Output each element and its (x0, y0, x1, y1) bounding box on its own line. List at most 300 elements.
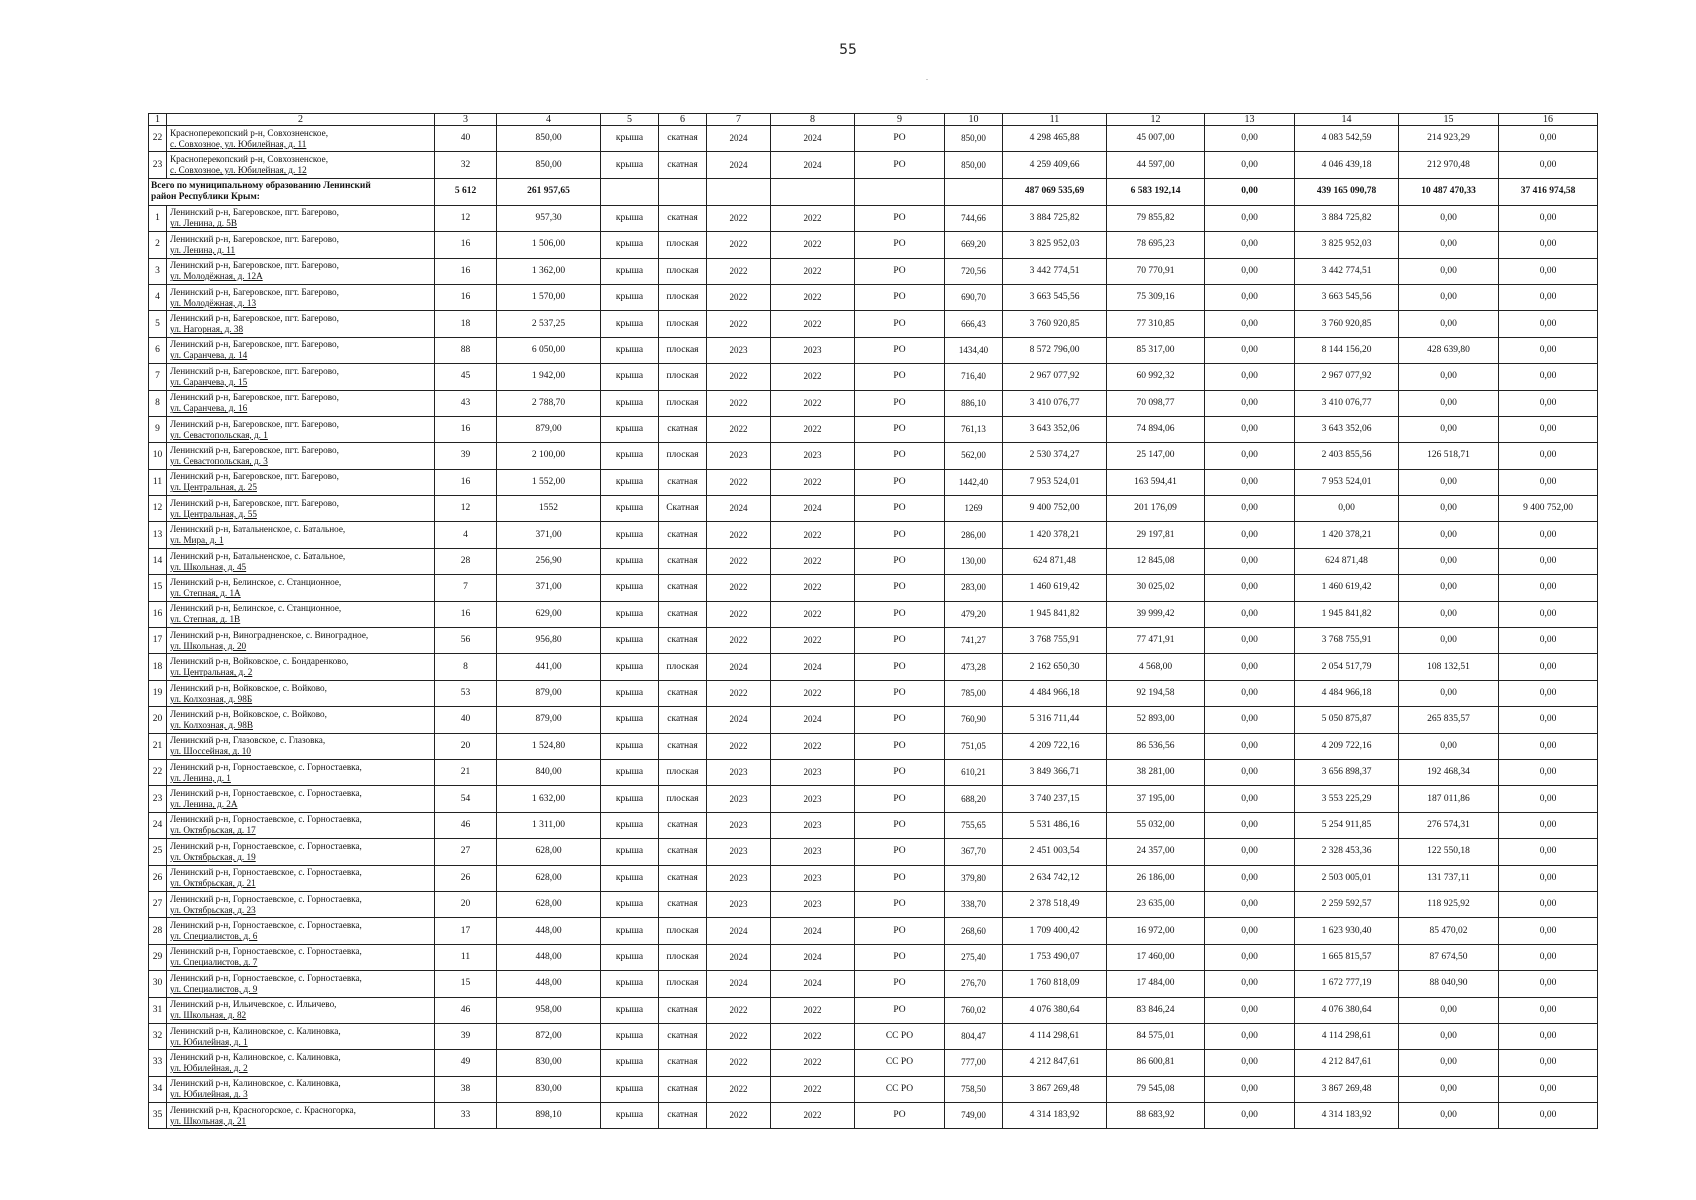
address-line-2: ул. Саранчева, д. 14 (170, 350, 248, 361)
total-cost-cell: 8 572 796,00 (1003, 337, 1107, 363)
cost-per-unit-cell: 741,27 (945, 628, 1003, 654)
row-number-cell: 21 (149, 733, 167, 759)
total-c13-cell: 0,00 (1205, 178, 1295, 205)
address-line-1: Ленинский р-н, Горностаевское, с. Горностаевка, (170, 972, 362, 983)
cost-per-unit-cell: 886,10 (945, 390, 1003, 416)
roof-type-cell: плоская (659, 971, 707, 997)
element-cell: крыша (601, 1050, 659, 1076)
plan-year-cell: 2022 (707, 548, 771, 574)
cost-per-unit-cell: 758,50 (945, 1076, 1003, 1102)
address-line-2: ул. Ленина, д. 11 (170, 244, 236, 255)
area-cell: 879,00 (497, 416, 601, 442)
roof-type-cell: плоская (659, 232, 707, 258)
method-cell: РО (855, 469, 945, 495)
address-line-2: ул. Специалистов, д. 6 (170, 931, 258, 942)
address-line-1: Ленинский р-н, Белинское, с. Станционное, (170, 603, 342, 614)
owners-cell: 0,00 (1399, 548, 1499, 574)
owners-cell: 88 040,90 (1399, 971, 1499, 997)
fact-year-cell: 2022 (771, 522, 855, 548)
element-cell: крыша (601, 733, 659, 759)
roof-type-cell: скатная (659, 707, 707, 733)
fund-cell: 0,00 (1205, 759, 1295, 785)
row-number-cell: 25 (149, 839, 167, 865)
roof-type-cell: плоская (659, 918, 707, 944)
plan-year-cell: 2024 (707, 971, 771, 997)
method-cell: РО (855, 337, 945, 363)
plan-year-cell: 2024 (707, 707, 771, 733)
apartments-cell: 8 (435, 654, 497, 680)
cost-per-unit-cell: 562,00 (945, 443, 1003, 469)
supervision-cell: 92 194,58 (1107, 680, 1205, 706)
total-cost-cell: 1 709 400,42 (1003, 918, 1107, 944)
owners-cell: 0,00 (1399, 680, 1499, 706)
address-cell (167, 707, 435, 733)
address-line-1: Ленинский р-н, Горностаевское, с. Горностаевка, (170, 920, 362, 931)
roof-type-cell: плоская (659, 786, 707, 812)
area-cell: 628,00 (497, 865, 601, 891)
supervision-cell: 44 597,00 (1107, 152, 1205, 178)
method-cell: РО (855, 548, 945, 574)
total-label-line-1: Всего по муниципальному образованию Ленинский (151, 180, 371, 191)
area-cell: 448,00 (497, 971, 601, 997)
table-row (149, 232, 1598, 258)
plan-year-cell: 2023 (707, 865, 771, 891)
roof-type-cell: скатная (659, 1023, 707, 1049)
apartments-cell: 28 (435, 548, 497, 574)
method-cell: РО (855, 152, 945, 178)
roof-type-cell: скатная (659, 1103, 707, 1129)
address-cell (167, 443, 435, 469)
apartments-cell: 33 (435, 1103, 497, 1129)
element-cell: крыша (601, 152, 659, 178)
supervision-cell: 201 176,09 (1107, 496, 1205, 522)
element-cell: крыша (601, 1103, 659, 1129)
total-cost-cell: 4 259 409,66 (1003, 152, 1107, 178)
regional-cell: 1 420 378,21 (1295, 522, 1399, 548)
total-empty-cell (855, 178, 945, 205)
apartments-cell: 32 (435, 152, 497, 178)
fund-cell: 0,00 (1205, 971, 1295, 997)
other-cell: 0,00 (1499, 865, 1598, 891)
fund-cell: 0,00 (1205, 918, 1295, 944)
table-row (149, 971, 1598, 997)
area-cell: 2 788,70 (497, 390, 601, 416)
area-cell: 1 524,80 (497, 733, 601, 759)
fact-year-cell: 2022 (771, 997, 855, 1023)
roof-type-cell: плоская (659, 443, 707, 469)
apartments-cell: 20 (435, 891, 497, 917)
total-cost-cell: 4 076 380,64 (1003, 997, 1107, 1023)
address-line-2: ул. Молодёжная, д. 13 (170, 297, 257, 308)
regional-cell: 3 410 076,77 (1295, 390, 1399, 416)
method-cell: СС РО (855, 1023, 945, 1049)
total-cost-cell: 7 953 524,01 (1003, 469, 1107, 495)
regional-cell: 2 403 855,56 (1295, 443, 1399, 469)
area-cell: 850,00 (497, 152, 601, 178)
fact-year-cell: 2023 (771, 839, 855, 865)
row-number-cell: 29 (149, 944, 167, 970)
address-line-2: ул. Специалистов, д. 7 (170, 957, 258, 968)
total-empty-cell (707, 178, 771, 205)
address-line-2: ул. Юбилейная, д. 1 (170, 1036, 248, 1047)
address-cell (167, 733, 435, 759)
plan-year-cell: 2024 (707, 654, 771, 680)
roof-type-cell: скатная (659, 865, 707, 891)
regional-cell: 3 884 725,82 (1295, 205, 1399, 231)
cost-per-unit-cell: 275,40 (945, 944, 1003, 970)
supervision-cell: 24 357,00 (1107, 839, 1205, 865)
fund-cell: 0,00 (1205, 1023, 1295, 1049)
address-line-2: ул. Молодёжная, д. 12А (170, 271, 263, 282)
fund-cell: 0,00 (1205, 839, 1295, 865)
address-line-1: Ленинский р-н, Батальненское, с. Батальное, (170, 524, 346, 535)
address-line-1: Ленинский р-н, Батальненское, с. Батальное, (170, 550, 346, 561)
area-cell: 2 100,00 (497, 443, 601, 469)
table-row (149, 575, 1598, 601)
apartments-cell: 46 (435, 812, 497, 838)
owners-cell: 0,00 (1399, 601, 1499, 627)
roof-type-cell: скатная (659, 575, 707, 601)
element-cell: крыша (601, 654, 659, 680)
apartments-cell: 16 (435, 601, 497, 627)
plan-year-cell: 2022 (707, 469, 771, 495)
address-line-1: Ленинский р-н, Калиновское, с. Калиновка, (170, 1025, 341, 1036)
method-cell: РО (855, 205, 945, 231)
table-row (149, 496, 1598, 522)
owners-cell: 0,00 (1399, 575, 1499, 601)
address-cell (167, 865, 435, 891)
column-number-16: 16 (1499, 114, 1598, 126)
method-cell: РО (855, 628, 945, 654)
method-cell: СС РО (855, 1076, 945, 1102)
owners-cell: 0,00 (1399, 364, 1499, 390)
roof-type-cell: Скатная (659, 496, 707, 522)
column-number-1: 1 (149, 114, 167, 126)
supervision-cell: 55 032,00 (1107, 812, 1205, 838)
apartments-cell: 12 (435, 205, 497, 231)
other-cell: 0,00 (1499, 469, 1598, 495)
address-line-2: ул. Нагорная, д. 38 (170, 324, 244, 335)
element-cell: крыша (601, 416, 659, 442)
plan-year-cell: 2024 (707, 152, 771, 178)
address-line-1: Ленинский р-н, Горностаевское, с. Горностаевка, (170, 840, 362, 851)
fund-cell: 0,00 (1205, 284, 1295, 310)
fund-cell: 0,00 (1205, 786, 1295, 812)
regional-cell: 4 076 380,64 (1295, 997, 1399, 1023)
total-apartments-cell: 5 612 (435, 178, 497, 205)
row-number-cell: 27 (149, 891, 167, 917)
cost-per-unit-cell: 286,00 (945, 522, 1003, 548)
other-cell: 0,00 (1499, 944, 1598, 970)
row-number-cell: 12 (149, 496, 167, 522)
plan-year-cell: 2022 (707, 390, 771, 416)
plan-year-cell: 2022 (707, 733, 771, 759)
owners-cell: 276 574,31 (1399, 812, 1499, 838)
other-cell: 0,00 (1499, 601, 1598, 627)
address-line-2: ул. Колхозная, д. 98В (170, 719, 253, 730)
element-cell: крыша (601, 1023, 659, 1049)
roof-type-cell: скатная (659, 812, 707, 838)
apartments-cell: 16 (435, 416, 497, 442)
table-row (149, 205, 1598, 231)
address-line-2: ул. Юбилейная, д. 2 (170, 1062, 248, 1073)
total-cost-cell: 1 753 490,07 (1003, 944, 1107, 970)
total-cost-cell: 2 634 742,12 (1003, 865, 1107, 891)
total-cost-cell: 3 768 755,91 (1003, 628, 1107, 654)
supervision-cell: 74 894,06 (1107, 416, 1205, 442)
regional-cell: 4 314 183,92 (1295, 1103, 1399, 1129)
regional-cell: 0,00 (1295, 496, 1399, 522)
regional-cell: 3 867 269,48 (1295, 1076, 1399, 1102)
address-cell (167, 1050, 435, 1076)
cost-per-unit-cell: 479,20 (945, 601, 1003, 627)
other-cell: 0,00 (1499, 1103, 1598, 1129)
cost-per-unit-cell: 804,47 (945, 1023, 1003, 1049)
plan-year-cell: 2024 (707, 126, 771, 152)
roof-type-cell: плоская (659, 284, 707, 310)
fund-cell: 0,00 (1205, 311, 1295, 337)
total-cost-cell: 1 420 378,21 (1003, 522, 1107, 548)
address-cell (167, 628, 435, 654)
element-cell: крыша (601, 575, 659, 601)
address-cell (167, 601, 435, 627)
fact-year-cell: 2023 (771, 891, 855, 917)
owners-cell: 187 011,86 (1399, 786, 1499, 812)
area-cell: 830,00 (497, 1076, 601, 1102)
supervision-cell: 16 972,00 (1107, 918, 1205, 944)
address-line-2: ул. Октябрьская, д. 17 (170, 825, 256, 836)
plan-year-cell: 2022 (707, 416, 771, 442)
apartments-cell: 20 (435, 733, 497, 759)
fund-cell: 0,00 (1205, 601, 1295, 627)
roof-type-cell: скатная (659, 891, 707, 917)
fact-year-cell: 2024 (771, 654, 855, 680)
other-cell: 0,00 (1499, 416, 1598, 442)
area-cell: 628,00 (497, 839, 601, 865)
apartments-cell: 7 (435, 575, 497, 601)
area-cell: 6 050,00 (497, 337, 601, 363)
address-line-2: ул. Юбилейная, д. 3 (170, 1089, 248, 1100)
address-line-1: Ленинский р-н, Багеровское, пгт. Багерово, (170, 286, 339, 297)
fund-cell: 0,00 (1205, 337, 1295, 363)
fund-cell: 0,00 (1205, 865, 1295, 891)
element-cell: крыша (601, 390, 659, 416)
plan-year-cell: 2022 (707, 1023, 771, 1049)
total-cost-cell: 1 945 841,82 (1003, 601, 1107, 627)
fact-year-cell: 2022 (771, 284, 855, 310)
total-cost-cell: 1 760 818,09 (1003, 971, 1107, 997)
regional-cell: 3 656 898,37 (1295, 759, 1399, 785)
table-row (149, 865, 1598, 891)
fund-cell: 0,00 (1205, 680, 1295, 706)
fact-year-cell: 2022 (771, 1103, 855, 1129)
apartments-cell: 4 (435, 522, 497, 548)
cost-per-unit-cell: 749,00 (945, 1103, 1003, 1129)
regional-cell: 4 114 298,61 (1295, 1023, 1399, 1049)
element-cell: крыша (601, 918, 659, 944)
method-cell: РО (855, 707, 945, 733)
address-line-1: Ленинский р-н, Багеровское, пгт. Багерово, (170, 313, 339, 324)
row-number-cell: 1 (149, 205, 167, 231)
element-cell: крыша (601, 601, 659, 627)
roof-type-cell: плоская (659, 654, 707, 680)
element-cell: крыша (601, 469, 659, 495)
fact-year-cell: 2024 (771, 496, 855, 522)
row-number-cell: 31 (149, 997, 167, 1023)
apartments-cell: 39 (435, 443, 497, 469)
total-c16-cell: 37 416 974,58 (1499, 178, 1598, 205)
area-cell: 448,00 (497, 918, 601, 944)
owners-cell: 118 925,92 (1399, 891, 1499, 917)
area-cell: 879,00 (497, 680, 601, 706)
supervision-cell: 70 770,91 (1107, 258, 1205, 284)
cost-per-unit-cell: 716,40 (945, 364, 1003, 390)
area-cell: 448,00 (497, 944, 601, 970)
roof-type-cell: скатная (659, 416, 707, 442)
cost-per-unit-cell: 744,66 (945, 205, 1003, 231)
element-cell: крыша (601, 997, 659, 1023)
element-cell: крыша (601, 258, 659, 284)
cost-per-unit-cell: 276,70 (945, 971, 1003, 997)
total-cost-cell: 3 643 352,06 (1003, 416, 1107, 442)
element-cell: крыша (601, 126, 659, 152)
fact-year-cell: 2022 (771, 1050, 855, 1076)
other-cell: 0,00 (1499, 284, 1598, 310)
method-cell: РО (855, 311, 945, 337)
supervision-cell: 37 195,00 (1107, 786, 1205, 812)
area-cell: 1 942,00 (497, 364, 601, 390)
row-number-cell: 5 (149, 311, 167, 337)
address-line-1: Ленинский р-н, Багеровское, пгт. Багерово, (170, 207, 339, 218)
roof-type-cell: скатная (659, 680, 707, 706)
method-cell: РО (855, 680, 945, 706)
fact-year-cell: 2022 (771, 469, 855, 495)
regional-cell: 1 665 815,57 (1295, 944, 1399, 970)
total-c15-cell: 10 487 470,33 (1399, 178, 1499, 205)
regional-cell: 2 967 077,92 (1295, 364, 1399, 390)
roof-type-cell: скатная (659, 1050, 707, 1076)
total-c14-cell: 439 165 090,78 (1295, 178, 1399, 205)
area-cell: 1 632,00 (497, 786, 601, 812)
other-cell: 0,00 (1499, 126, 1598, 152)
column-number-15: 15 (1399, 114, 1499, 126)
owners-cell: 428 639,80 (1399, 337, 1499, 363)
regional-cell: 3 768 755,91 (1295, 628, 1399, 654)
roof-type-cell: скатная (659, 152, 707, 178)
fund-cell: 0,00 (1205, 496, 1295, 522)
owners-cell: 0,00 (1399, 232, 1499, 258)
plan-year-cell: 2023 (707, 839, 771, 865)
address-line-1: Ленинский р-н, Белинское, с. Станционное, (170, 576, 342, 587)
address-line-1: Ленинский р-н, Багеровское, пгт. Багерово, (170, 260, 339, 271)
apartments-cell: 43 (435, 390, 497, 416)
fact-year-cell: 2024 (771, 944, 855, 970)
fund-cell: 0,00 (1205, 575, 1295, 601)
other-cell: 0,00 (1499, 548, 1598, 574)
method-cell: РО (855, 1103, 945, 1129)
supervision-cell: 163 594,41 (1107, 469, 1205, 495)
regional-cell: 2 328 453,36 (1295, 839, 1399, 865)
address-line-1: Красноперекопский р-н, Совхозненское, (170, 154, 328, 165)
owners-cell: 0,00 (1399, 522, 1499, 548)
fact-year-cell: 2022 (771, 628, 855, 654)
fund-cell: 0,00 (1205, 443, 1295, 469)
fact-year-cell: 2024 (771, 971, 855, 997)
fact-year-cell: 2024 (771, 152, 855, 178)
roof-type-cell: плоская (659, 944, 707, 970)
column-number-row (149, 114, 1598, 126)
row-number-cell: 8 (149, 390, 167, 416)
element-cell: крыша (601, 443, 659, 469)
address-line-1: Ленинский р-н, Калиновское, с. Калиновка, (170, 1078, 341, 1089)
column-number-11: 11 (1003, 114, 1107, 126)
plan-year-cell: 2022 (707, 205, 771, 231)
regional-cell: 1 672 777,19 (1295, 971, 1399, 997)
other-cell: 0,00 (1499, 390, 1598, 416)
roof-type-cell: скатная (659, 839, 707, 865)
cost-per-unit-cell: 755,65 (945, 812, 1003, 838)
regional-cell: 2 054 517,79 (1295, 654, 1399, 680)
total-cost-cell: 2 378 518,49 (1003, 891, 1107, 917)
address-line-1: Ленинский р-н, Войковское, с. Войково, (170, 708, 327, 719)
address-cell (167, 496, 435, 522)
page-number: 55 (839, 42, 857, 58)
fund-cell: 0,00 (1205, 258, 1295, 284)
address-line-2: ул. Центральная, д. 2 (170, 667, 253, 678)
regional-cell: 5 050 875,87 (1295, 707, 1399, 733)
fund-cell: 0,00 (1205, 707, 1295, 733)
area-cell: 2 537,25 (497, 311, 601, 337)
total-cost-cell: 3 867 269,48 (1003, 1076, 1107, 1102)
total-c12-cell: 6 583 192,14 (1107, 178, 1205, 205)
other-cell: 0,00 (1499, 786, 1598, 812)
supervision-cell: 77 310,85 (1107, 311, 1205, 337)
address-line-1: Ленинский р-н, Горностаевское, с. Горностаевка, (170, 788, 362, 799)
address-line-2: ул. Ленина, д. 2А (170, 799, 238, 810)
address-line-2: ул. Октябрьская, д. 19 (170, 851, 256, 862)
owners-cell: 0,00 (1399, 390, 1499, 416)
row-number-cell: 18 (149, 654, 167, 680)
plan-year-cell: 2022 (707, 628, 771, 654)
apartments-cell: 11 (435, 944, 497, 970)
fact-year-cell: 2023 (771, 812, 855, 838)
supervision-cell: 85 317,00 (1107, 337, 1205, 363)
cost-per-unit-cell: 367,70 (945, 839, 1003, 865)
other-cell: 0,00 (1499, 337, 1598, 363)
apartments-cell: 16 (435, 232, 497, 258)
table-row (149, 416, 1598, 442)
row-number-cell: 11 (149, 469, 167, 495)
supervision-cell: 4 568,00 (1107, 654, 1205, 680)
fund-cell: 0,00 (1205, 364, 1295, 390)
supervision-cell: 84 575,01 (1107, 1023, 1205, 1049)
cost-per-unit-cell: 1442,40 (945, 469, 1003, 495)
apartments-cell: 16 (435, 469, 497, 495)
total-cost-cell: 4 209 722,16 (1003, 733, 1107, 759)
method-cell: РО (855, 443, 945, 469)
address-line-1: Ленинский р-н, Ильичевское, с. Ильичево, (170, 999, 337, 1010)
total-cost-cell: 4 484 966,18 (1003, 680, 1107, 706)
regional-cell: 4 083 542,59 (1295, 126, 1399, 152)
element-cell: крыша (601, 891, 659, 917)
fund-cell: 0,00 (1205, 522, 1295, 548)
column-number-6: 6 (659, 114, 707, 126)
owners-cell: 0,00 (1399, 416, 1499, 442)
fact-year-cell: 2023 (771, 759, 855, 785)
table-row (149, 1050, 1598, 1076)
column-number-14: 14 (1295, 114, 1399, 126)
method-cell: РО (855, 522, 945, 548)
